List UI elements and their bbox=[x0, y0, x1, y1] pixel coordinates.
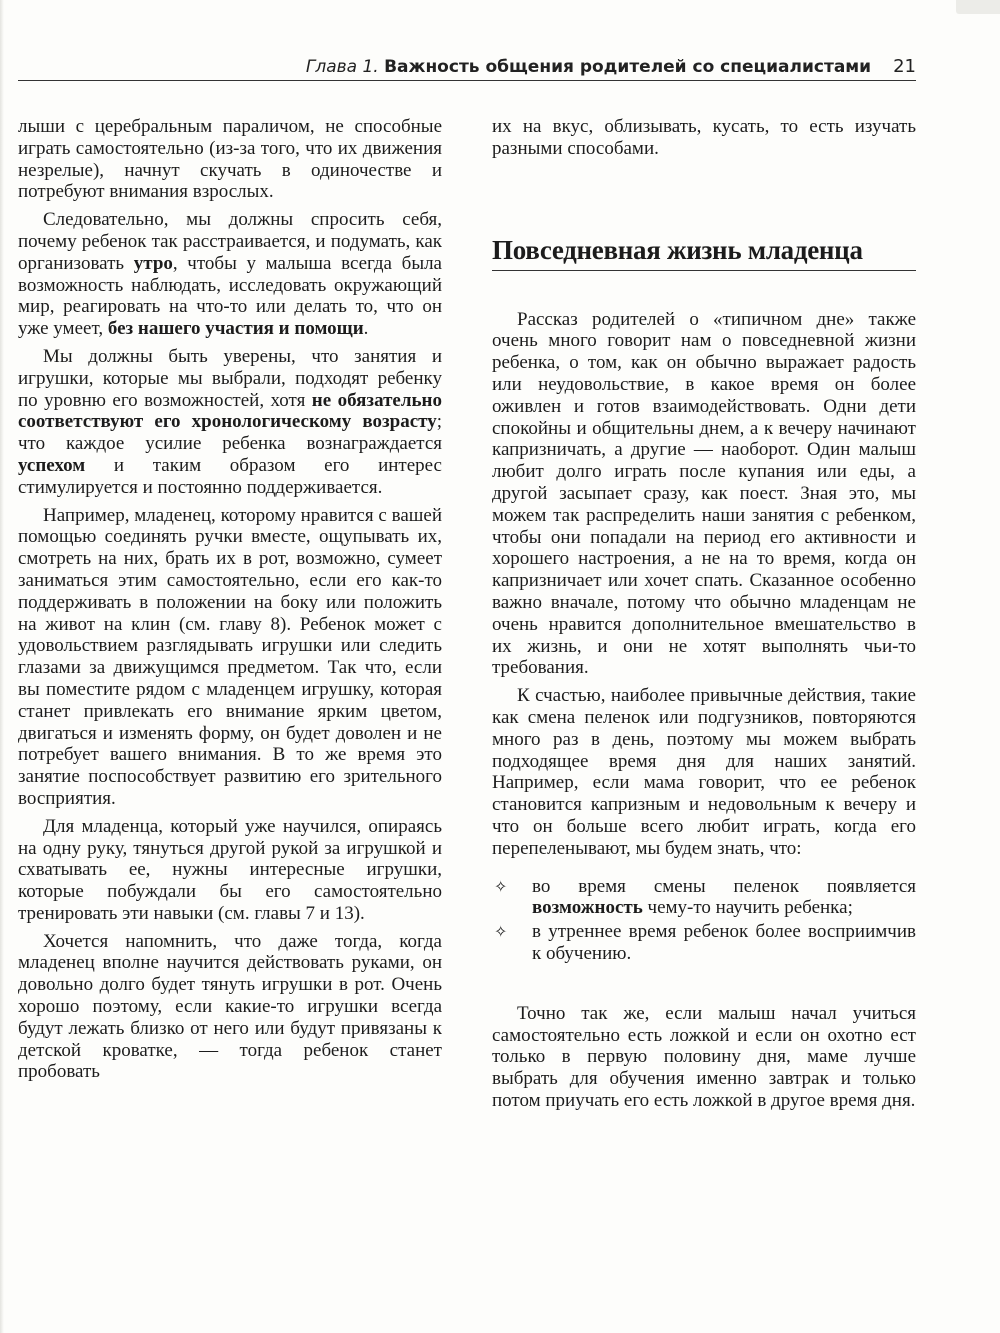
text-run: Для младенца, который уже научился, опираясь на одну руку, тянуться другой рукой за игрушкой и схватывать ее, нужны интересные игрушки, которые побуждали бы его самостоятельно тренировать эти навыки (см. главы 7 и 13). bbox=[18, 815, 442, 924]
text-run: К счастью, наиболее привычные действия, такие как смена пеленок или подгузников, повторяются много раз в день, поэтому мы можем выбрать подходящее время дня для наших занятий. Например, если мама говорит, что ее ребенок становится капризным и недовольным к вечеру и что он больше всего любит играть, когда его перепеленывают, мы будем знать, что: bbox=[492, 685, 916, 859]
text-run: Следовательно, мы должны спросить себя, почему ребенок так расстраивается, и подумать, как организовать bbox=[18, 209, 442, 274]
text-run: чему-то научить ребенка; bbox=[642, 897, 853, 919]
paragraph bbox=[492, 116, 916, 160]
text-run: Рассказ родителей о «типичном дне» также очень много говорит нам о повседневной жизни ребенка, о том, как он обычно выражает радость или неудовольствие, в какое время он более оживлен и готов взаимодействовать. Одни дети спокойны и общительны днем, а к вечеру начинают капризничать, а другие — наоборот. Один малыш любит долго играть после купания или еды, а другой засыпает сразу, как поест. Зная это, мы можем так распределить наши занятия с ребенком, чтобы они попадали на период его активности и хорошего настроения, а не на то время, когда он капризничает или хочет спать. Сказанное особенно важно вначале, потому что обычно младенцам не очень нравится дополнительное вмешательство в их жизнь, и они не хотят выполнять чьи-то требования. bbox=[492, 308, 916, 679]
text-run: ; что каждое усилие ребенка вознаграждается bbox=[18, 411, 442, 455]
bullet-list bbox=[492, 876, 916, 965]
header-rule bbox=[18, 80, 916, 81]
emphasis-without-help: без нашего участия и помощи bbox=[107, 318, 364, 340]
list-item bbox=[492, 921, 916, 965]
paragraph bbox=[492, 1003, 916, 1112]
text-run: . bbox=[363, 318, 369, 340]
running-header bbox=[18, 56, 916, 77]
page-corner bbox=[956, 0, 1000, 14]
chapter-label: Глава 1. bbox=[305, 57, 379, 77]
paragraph bbox=[18, 931, 442, 1084]
right-column bbox=[492, 116, 916, 1112]
text-run: Точно так же, если малыш начал учиться самостоятельно есть ложкой и если он охотно ест только в первую половину дня, маме лучше выбрать для обучения именно завтрак и только потом приучать его есть ложкой в другое время дня. bbox=[492, 1002, 916, 1111]
diamond-bullet-icon: ✧ bbox=[494, 876, 508, 896]
page-edge-shadow bbox=[0, 0, 4, 1333]
paragraph bbox=[18, 505, 442, 810]
text-run: Хочется напомнить, что даже тогда, когда младенец вполне научится действовать руками, он довольно долго будет тянуть игрушки в рот. Очень хорошо поэтому, если какие-то игрушки всегда будут лежать близко от него или будут привязаны к детской кроватке, — тогда ребенок станет пробовать bbox=[18, 930, 442, 1083]
text-run: Например, младенец, которому нравится с вашей помощью соединять ручки вместе, ощупывать их, смотреть на них, брать их в рот, возможно, сумеет заниматься этим самостоятельно, если его как-то поддерживать в положении на боку или положить на живот на клин (см. главу 8). Ребенок может с удовольствием разглядывать игрушки или следить глазами за движущимся предметом. Так что, если вы поместите рядом с младенцем игрушку, которая станет привлекать его внимание ярким цветом, двигаться и изменять форму, он будет доволен и не потребует вашего внимания. В то же время это занятие поспособствует развитию его зрительного восприятия. bbox=[18, 504, 442, 809]
paragraph bbox=[492, 685, 916, 859]
paragraph bbox=[18, 816, 442, 925]
text-run: в утреннее время ребенок более восприимчив к обучению. bbox=[532, 921, 916, 964]
diamond-bullet-icon: ✧ bbox=[494, 922, 508, 942]
paragraph bbox=[18, 116, 442, 203]
left-column bbox=[18, 116, 442, 1083]
page-number: 21 bbox=[893, 56, 916, 77]
paragraph bbox=[18, 209, 442, 340]
paragraph bbox=[18, 346, 442, 499]
text-run: их на вкус, облизывать, кусать, то есть изучать разными способами. bbox=[492, 116, 916, 159]
chapter-title: Важность общения родителей со специалистами bbox=[384, 57, 872, 77]
list-item-text bbox=[532, 876, 916, 920]
emphasis-morning: утро bbox=[133, 252, 173, 274]
text-run: Мы должны быть уверены, что занятия и игрушки, которые мы выбрали, подходят ребенку по уровню его возможностей, хотя bbox=[18, 345, 442, 411]
paragraph bbox=[492, 309, 916, 680]
text-run: , чтобы у малыша всегда была возможность наблюдать, исследовать окружающий мир, реагировать на что-то или делать то, что он уже умеет, bbox=[18, 252, 442, 340]
emphasis-age: не обязательно соответствуют его хронологическому возрасту bbox=[18, 389, 442, 433]
text-run: во время смены пеленок появляется bbox=[532, 875, 916, 897]
section-heading: Повседневная жизнь младенца bbox=[492, 234, 916, 271]
list-item bbox=[492, 876, 916, 920]
text-run: и таким образом его интерес стимулируется и постоянно поддерживается. bbox=[18, 454, 442, 498]
text-run: лыши с церебральным параличом, не способные играть самостоятельно (из-за того, что их движения незрелые), начнут скучать в одиночестве и потребуют внимания взрослых. bbox=[18, 116, 442, 203]
emphasis-success: успехом bbox=[18, 454, 86, 476]
emphasis-opportunity: возможность bbox=[532, 897, 643, 919]
list-item-text bbox=[532, 921, 916, 965]
